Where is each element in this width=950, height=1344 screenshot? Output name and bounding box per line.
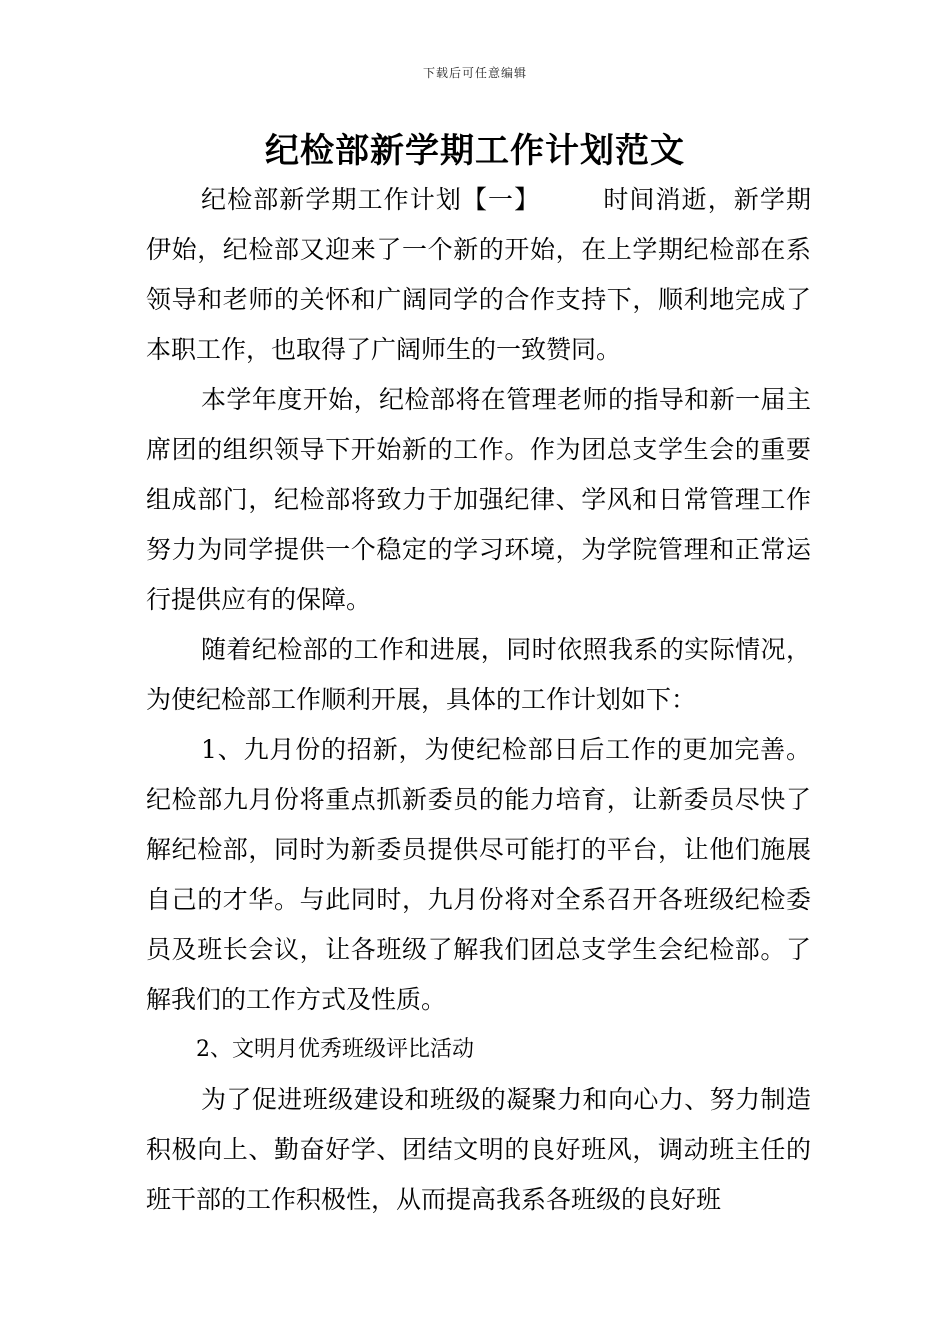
document-body [146, 175, 811, 1225]
paragraph: 随着纪检部的工作和进展，同时依照我系的实际情况，为使纪检部工作顺利开展，具体的工作计划如下： [146, 635, 811, 714]
paragraph-text: 时间消逝，新学期伊始，纪检部又迎来了一个新的开始，在上学期纪检部在系领导和老师的关怀和广阔同学的合作支持下，顺利地完成了本职工作，也取得了广阔师生的一致赞同。 [146, 185, 811, 364]
paragraph: 本学年度开始，纪检部将在管理老师的指导和新一届主席团的组织领导下开始新的工作。作为团总支学生会的重要组成部门，纪检部将致力于加强纪律、学风和日常管理工作努力为同学提供一个稳定的学习环境，为学院管理和正常运行提供应有的保障。 [146, 385, 811, 614]
document-title: 纪检部新学期工作计划范文 [265, 131, 685, 171]
paragraph-intro [146, 175, 811, 375]
paragraph-item-1: 1、九月份的招新，为使纪检部日后工作的更加完善。纪检部九月份将重点抓新委员的能力培育，让新委员尽快了解纪检部，同时为新委员提供尽可能打的平台，让他们施展自己的才华。与此同时，九月份将对全系召开各班级纪检委员及班长会议，让各班级了解我们团总支学生会纪检部。了解我们的工作方式及性质。 [146, 735, 811, 1014]
paragraph-item-2-heading: 2、文明月优秀班级评比活动 [196, 1037, 474, 1062]
paragraph: 为了促进班级建设和班级的凝聚力和向心力、努力制造积极向上、勤奋好学、团结文明的良好班风，调动班主任的班干部的工作积极性，从而提高我系各班级的良好班 [146, 1085, 811, 1214]
intro-heading: 纪检部新学期工作计划【一】 [201, 185, 541, 214]
header-note: 下载后可任意编辑 [422, 66, 527, 80]
